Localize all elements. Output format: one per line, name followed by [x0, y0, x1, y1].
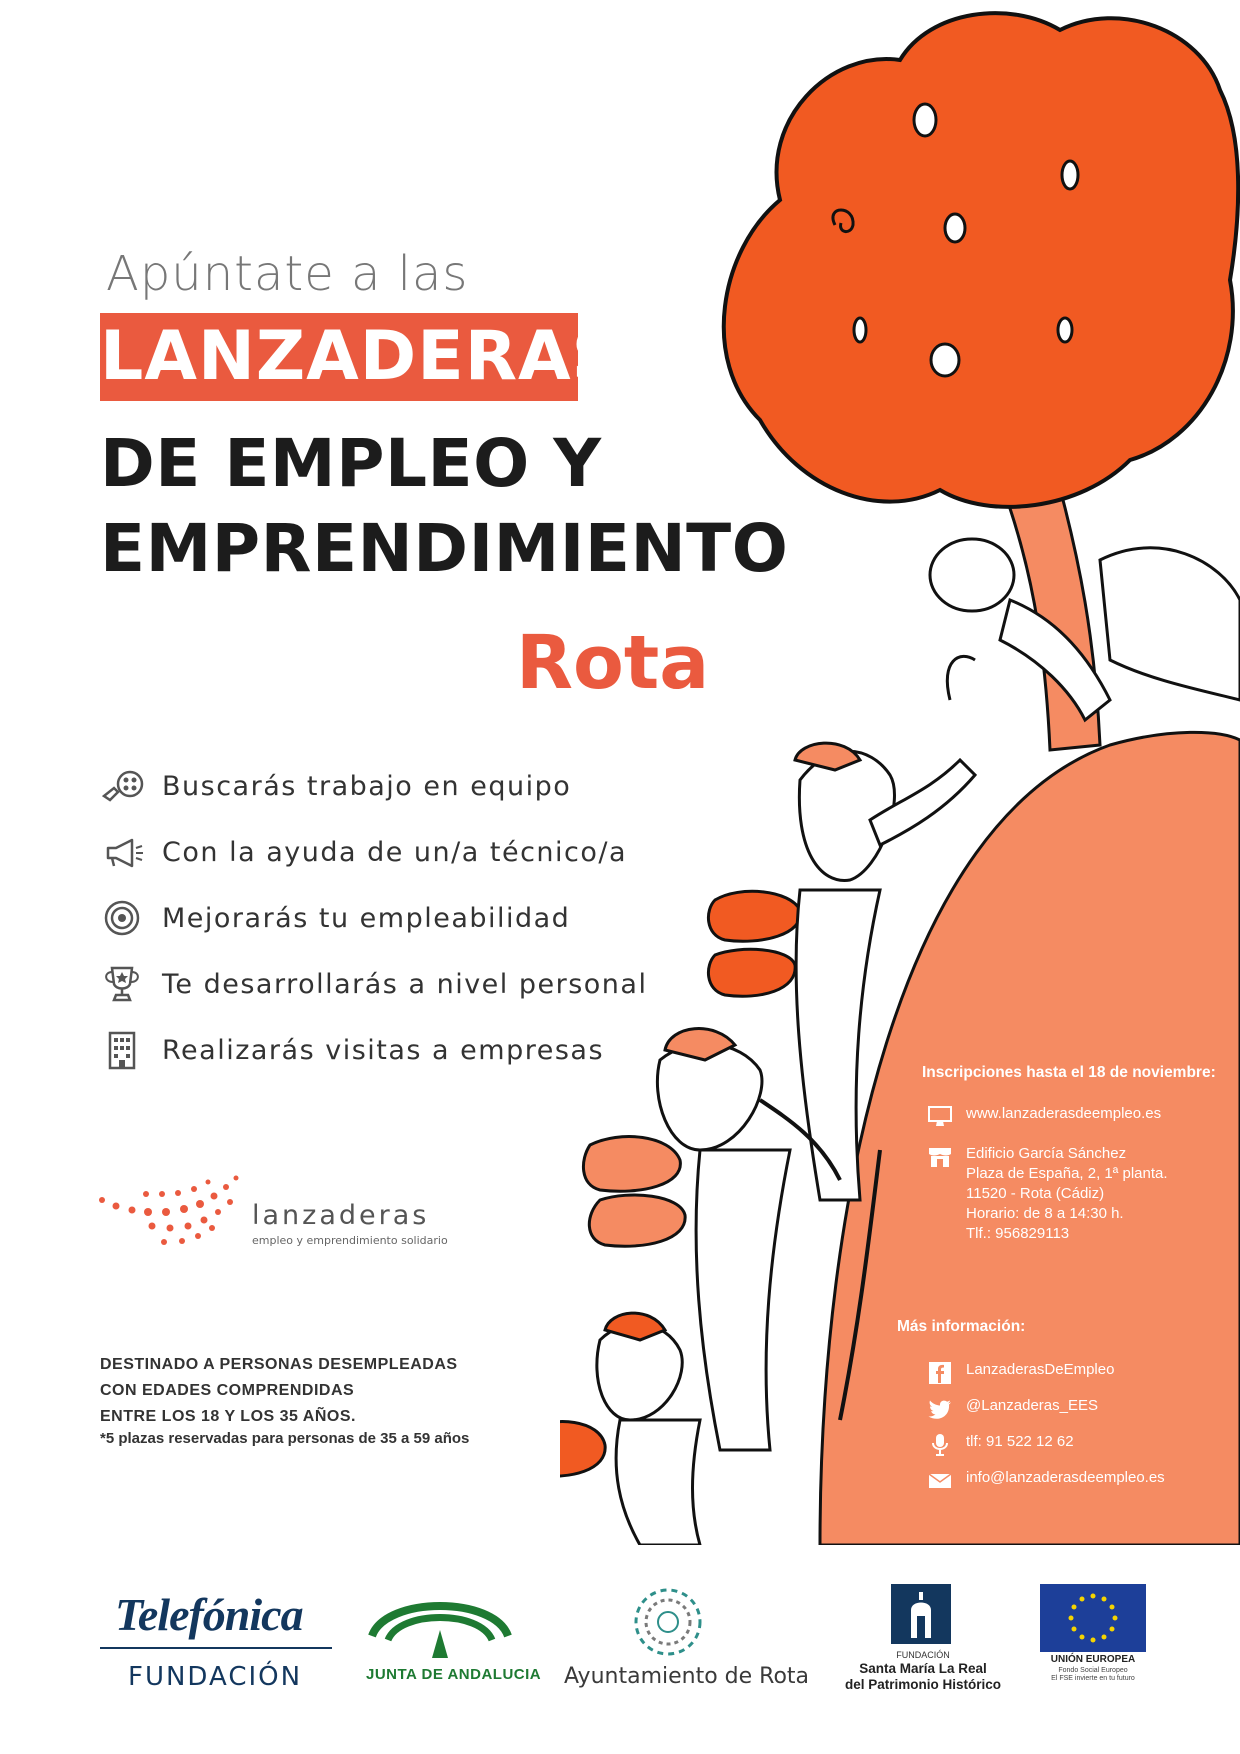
target-line-3: ENTRE LOS 18 Y LOS 35 AÑOS. [100, 1408, 356, 1425]
facebook-icon [928, 1362, 952, 1384]
santa-maria-line-2: del Patrimonio Histórico [844, 1677, 1002, 1692]
telefonica-divider [100, 1647, 332, 1649]
target-icon [100, 898, 146, 938]
junta-andalucia-text: JUNTA DE ANDALUCIA [366, 1666, 542, 1683]
twitter-icon [928, 1398, 952, 1420]
phone-link[interactable]: tlf: 91 522 12 62 [966, 1433, 1074, 1450]
title-line-1: DE EMPLEO Y [100, 425, 602, 502]
address-line: 11520 - Rota (Cádiz) [966, 1185, 1105, 1202]
facebook-link[interactable]: LanzaderasDeEmpleo [966, 1361, 1115, 1378]
ayuntamiento-rota-emblem [630, 1584, 706, 1660]
santa-maria-line-1: Santa María La Real [859, 1661, 987, 1676]
building-icon [100, 1030, 146, 1070]
feature-item [100, 964, 647, 1004]
target-line-2: CON EDADES COMPRENDIDAS [100, 1382, 355, 1399]
target-line-1: DESTINADO A PERSONAS DESEMPLEADAS [100, 1356, 458, 1373]
city-title: Rota [516, 620, 710, 706]
more-info-heading: Más información: [897, 1318, 1026, 1335]
telefonica-fundacion: FUNDACIÓN [128, 1662, 303, 1692]
address-line: Plaza de España, 2, 1ª planta. [966, 1165, 1168, 1182]
feature-label: Buscarás trabajo en equipo [162, 770, 572, 802]
facebook-row[interactable] [928, 1360, 1114, 1384]
phone-line: Tlf.: 956829113 [966, 1225, 1070, 1242]
mail-icon [928, 1470, 952, 1492]
schedule-line: Horario: de 8 a 14:30 h. [966, 1205, 1124, 1222]
feature-label: Te desarrollarás a nivel personal [162, 968, 648, 1000]
feature-label: Mejorarás tu empleabilidad [162, 902, 571, 934]
eu-flag [1040, 1584, 1146, 1652]
highlight-title: LANZADERAS [100, 317, 622, 396]
ayuntamiento-rota-text: Ayuntamiento de Rota [564, 1664, 810, 1689]
trophy-icon [100, 964, 146, 1004]
title-line-2: EMPRENDIMIENTO [100, 510, 789, 587]
santa-maria-fundacion: FUNDACIÓN [896, 1650, 950, 1660]
eu-sub-line-1: Fondo Social Europeo [1058, 1667, 1128, 1674]
feature-item [100, 766, 571, 806]
reserved-note: *5 plazas reservadas para personas de 35 a 59 años [100, 1430, 470, 1447]
lanzaderas-logo-tagline: empleo y emprendimiento solidario [252, 1234, 448, 1247]
microphone-icon [928, 1434, 952, 1456]
team-icon [100, 766, 146, 806]
santa-maria-logo [891, 1584, 951, 1644]
address-row [928, 1144, 1168, 1244]
email-link[interactable]: info@lanzaderasdeempleo.es [966, 1469, 1165, 1486]
website-row[interactable] [928, 1104, 1161, 1128]
inscriptions-heading: Inscripciones hasta el 18 de noviembre: [922, 1064, 1216, 1081]
feature-label: Realizarás visitas a empresas [162, 1034, 605, 1066]
store-icon [928, 1146, 952, 1168]
eu-sub-line-2: El FSE invierte en tu futuro [1051, 1675, 1135, 1682]
junta-andalucia-logo [366, 1586, 514, 1664]
feature-item [100, 1030, 604, 1070]
telefonica-logo: Telefónica [115, 1589, 303, 1640]
feature-item [100, 832, 627, 872]
phone-row[interactable] [928, 1432, 1074, 1456]
address-line: Edificio García Sánchez [966, 1145, 1127, 1162]
monitor-icon [928, 1106, 952, 1128]
eu-text: UNIÓN EUROPEA [1050, 1654, 1136, 1665]
twitter-link[interactable]: @Lanzaderas_EES [966, 1397, 1098, 1414]
email-row[interactable] [928, 1468, 1165, 1492]
santa-maria-name [826, 1661, 1020, 1693]
lanzaderas-logo-name: lanzaderas [252, 1200, 430, 1231]
eu-subtext [1038, 1667, 1148, 1683]
pre-title: Apúntate a las [106, 246, 469, 302]
feature-item [100, 898, 570, 938]
megaphone-icon [100, 832, 146, 872]
feature-label: Con la ayuda de un/a técnico/a [162, 836, 628, 868]
climbing-illustration [560, 0, 1240, 1545]
twitter-row[interactable] [928, 1396, 1098, 1420]
website-link[interactable]: www.lanzaderasdeempleo.es [966, 1105, 1162, 1122]
